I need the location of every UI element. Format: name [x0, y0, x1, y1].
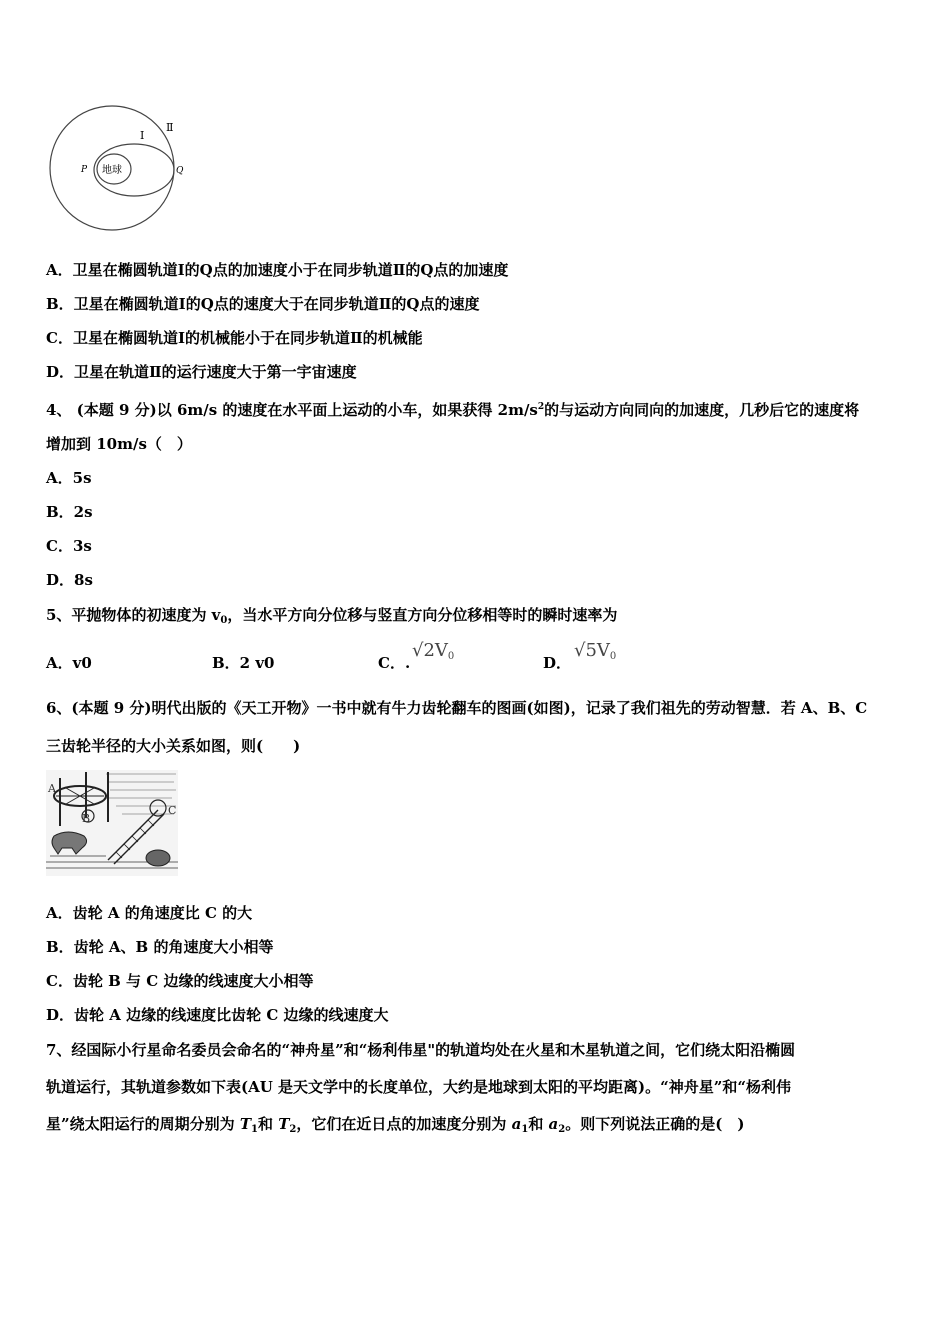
q5-option-c-formula: √2V — [412, 640, 448, 661]
q7-a1-sub: 1 — [521, 1124, 529, 1135]
q6-option-b: B．齿轮 A、B 的角速度大小相等 — [46, 938, 274, 956]
waterwheel-illustration — [46, 770, 178, 876]
q7-line3-b: 和 — [258, 1115, 279, 1133]
q4-stem-line2: 增加到 10m/s（ ） — [46, 435, 192, 453]
q5-option-d-sub: 0 — [609, 651, 617, 662]
q5-option-d — [543, 652, 571, 673]
q7-line3-c: ，它们在近日点的加速度分别为 — [296, 1115, 512, 1133]
q7-a2: a — [548, 1115, 559, 1133]
q5-stem-sub: 0 — [220, 615, 228, 626]
q7-stem-line1: 7、经国际小行星命名委员会命名的“神舟星”和“杨利伟星"的轨道均处在火星和木星轨道之间，它们绕太阳沿椭圆 — [46, 1041, 796, 1059]
q3-option-a: A．卫星在椭圆轨道Ⅰ的Q点的加速度小于在同步轨道Ⅱ的Q点的加速度 — [46, 261, 509, 279]
orbit-2-label: Ⅱ — [166, 121, 174, 134]
orbit-1-label: Ⅰ — [140, 129, 145, 142]
q5-option-c — [378, 652, 410, 673]
q3-option-c: C．卫星在椭圆轨道Ⅰ的机械能小于在同步轨道Ⅱ的机械能 — [46, 329, 423, 347]
q7-t1-sub: 1 — [251, 1124, 258, 1135]
q4-stem-pre: 4、 (本题 9 分)以 6m/s 的速度在水平面上运动的小车，如果获得 2m/s — [46, 401, 538, 419]
q4-option-a: A．5s — [46, 469, 92, 487]
q4-option-c: C．3s — [46, 537, 92, 555]
q7-t1: T — [239, 1115, 252, 1133]
q6-option-a: A．齿轮 A 的角速度比 C 的大 — [46, 904, 253, 922]
q7-line3-a: 星”绕太阳运行的周期分别为 — [46, 1115, 240, 1133]
q7-a2-sub: 2 — [558, 1124, 566, 1135]
earth-label: 地球 — [102, 165, 122, 176]
q7-stem-line3 — [46, 1114, 744, 1140]
q3-option-b: B．卫星在椭圆轨道Ⅰ的Q点的速度大于在同步轨道Ⅱ的Q点的速度 — [46, 295, 480, 313]
q6-stem-line2: 三齿轮半径的大小关系如图，则( ) — [46, 737, 301, 755]
orbit-diagram — [44, 100, 194, 236]
q-label: Q — [176, 166, 184, 176]
q6-stem-line1: 6、(本题 9 分)明代出版的《天工开物》一书中就有牛力齿轮翻车的图画(如图)，记录了我们祖先的劳动智慧．若 A、B、C — [46, 699, 868, 717]
q4-option-d: D．8s — [46, 571, 93, 589]
q5-option-c-math — [412, 640, 454, 662]
q4-stem-post: 的与运动方向同向的加速度，几秒后它的速度将 — [544, 401, 860, 419]
q4-stem-line1 — [46, 397, 859, 420]
q4-option-b: B．2s — [46, 503, 93, 521]
q7-line3-d: 和 — [528, 1115, 549, 1133]
q6-option-d: D．齿轮 A 边缘的线速度比齿轮 C 边缘的线速度大 — [46, 1006, 389, 1024]
q7-t2-sub: 2 — [289, 1124, 297, 1135]
q7-stem-line2: 轨道运行，其轨道参数如下表(AU 是天文学中的长度单位，大约是地球到太阳的平均距离)。“神舟星”和“杨利伟 — [46, 1078, 792, 1096]
q5-option-d-formula: √5V — [574, 640, 610, 661]
q7-a1: a — [511, 1115, 522, 1133]
q5-stem — [46, 605, 617, 631]
q7-line3-e: 。则下列说法正确的是( ) — [565, 1115, 745, 1133]
q7-t2: T — [278, 1115, 290, 1133]
q5-option-a: A．v0 — [46, 654, 92, 672]
q3-option-d: D．卫星在轨道Ⅱ的运行速度大于第一宇宙速度 — [46, 363, 357, 381]
p-label: P — [81, 165, 88, 175]
q5-stem-post: ，当水平方向分位移与竖直方向分位移相等时的瞬时速率为 — [227, 606, 618, 624]
q5-option-d-label: D． — [543, 654, 572, 672]
q5-option-d-math — [574, 640, 616, 662]
q6-option-c: C．齿轮 B 与 C 边缘的线速度大小相等 — [46, 972, 314, 990]
q5-option-c-sub: 0 — [447, 651, 455, 662]
gear-b-label: B — [82, 812, 91, 825]
q5-option-c-label: C．. — [378, 654, 411, 672]
gear-c-label: C — [168, 804, 177, 817]
q5-stem-pre: 5、平抛物体的初速度为 v — [46, 606, 221, 624]
gear-a-label: A — [48, 782, 56, 795]
q5-option-b: B．2 v0 — [212, 654, 275, 672]
q4-stem-sup: 2 — [537, 402, 545, 412]
